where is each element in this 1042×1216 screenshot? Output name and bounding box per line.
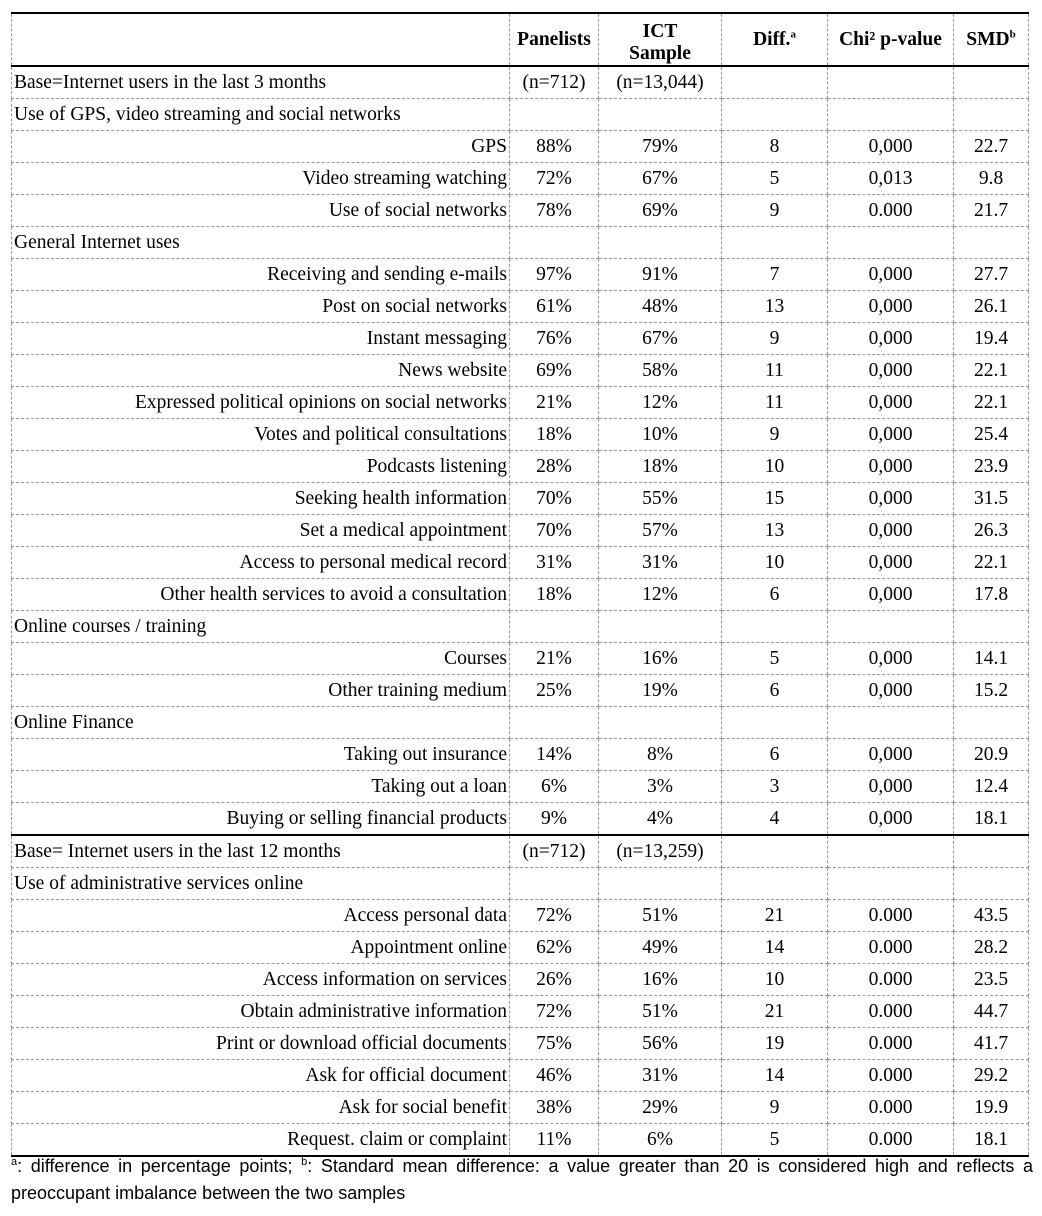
header-smd-text: SMD bbox=[966, 28, 1010, 50]
cell-diff: 6 bbox=[722, 675, 828, 707]
table-row bbox=[12, 515, 1029, 547]
row-label: Courses bbox=[12, 643, 510, 675]
section-title: Use of GPS, video streaming and social networks bbox=[12, 99, 510, 131]
cell-diff: 9 bbox=[722, 195, 828, 227]
cell-ict-sample: 12% bbox=[599, 387, 722, 419]
cell-smd: 20.9 bbox=[954, 739, 1029, 771]
cell-panelists: 31% bbox=[510, 547, 599, 579]
table-row bbox=[12, 964, 1029, 996]
cell-ict-sample: 56% bbox=[599, 1028, 722, 1060]
cell-smd: 23.9 bbox=[954, 451, 1029, 483]
cell-smd: 17.8 bbox=[954, 579, 1029, 611]
row-label: Obtain administrative information bbox=[12, 996, 510, 1028]
cell-chi-pvalue: 0,000 bbox=[828, 739, 954, 771]
row-label: Other health services to avoid a consultation bbox=[12, 579, 510, 611]
cell-panelists: 78% bbox=[510, 195, 599, 227]
empty-cell bbox=[828, 707, 954, 739]
base-n-ict: (n=13,259) bbox=[599, 835, 722, 868]
cell-ict-sample: 8% bbox=[599, 739, 722, 771]
footnote-sup-a: a bbox=[11, 1156, 18, 1168]
cell-chi-pvalue: 0,013 bbox=[828, 163, 954, 195]
cell-chi-pvalue: 0,000 bbox=[828, 131, 954, 163]
cell-smd: 22.1 bbox=[954, 387, 1029, 419]
cell-diff: 6 bbox=[722, 579, 828, 611]
empty-cell bbox=[954, 66, 1029, 99]
row-label: Access personal data bbox=[12, 900, 510, 932]
cell-smd: 18.1 bbox=[954, 803, 1029, 836]
cell-ict-sample: 12% bbox=[599, 579, 722, 611]
header-ict-line2: Sample bbox=[629, 43, 691, 64]
header-diff-text: Diff. bbox=[753, 28, 791, 50]
row-label: Ask for social benefit bbox=[12, 1092, 510, 1124]
cell-panelists: 46% bbox=[510, 1060, 599, 1092]
row-label: Votes and political consultations bbox=[12, 419, 510, 451]
row-label: GPS bbox=[12, 131, 510, 163]
section-row bbox=[12, 99, 1029, 131]
table-row bbox=[12, 387, 1029, 419]
row-label: Video streaming watching bbox=[12, 163, 510, 195]
cell-smd: 31.5 bbox=[954, 483, 1029, 515]
section-row bbox=[12, 707, 1029, 739]
empty-cell bbox=[599, 868, 722, 900]
cell-diff: 11 bbox=[722, 355, 828, 387]
row-label: Taking out insurance bbox=[12, 739, 510, 771]
cell-chi-pvalue: 0.000 bbox=[828, 996, 954, 1028]
row-label: Post on social networks bbox=[12, 291, 510, 323]
cell-smd: 12.4 bbox=[954, 771, 1029, 803]
cell-ict-sample: 4% bbox=[599, 803, 722, 836]
empty-cell bbox=[599, 99, 722, 131]
cell-diff: 4 bbox=[722, 803, 828, 836]
cell-smd: 19.4 bbox=[954, 323, 1029, 355]
header-blank bbox=[12, 13, 510, 66]
cell-chi-pvalue: 0.000 bbox=[828, 932, 954, 964]
table-row bbox=[12, 131, 1029, 163]
table-row bbox=[12, 771, 1029, 803]
section-row bbox=[12, 611, 1029, 643]
cell-panelists: 25% bbox=[510, 675, 599, 707]
cell-diff: 9 bbox=[722, 419, 828, 451]
cell-chi-pvalue: 0,000 bbox=[828, 355, 954, 387]
cell-panelists: 11% bbox=[510, 1124, 599, 1157]
comparison-table bbox=[11, 12, 1029, 1157]
cell-chi-pvalue: 0,000 bbox=[828, 771, 954, 803]
empty-cell bbox=[722, 66, 828, 99]
cell-panelists: 9% bbox=[510, 803, 599, 836]
header-panelists: Panelists bbox=[510, 13, 599, 66]
cell-ict-sample: 16% bbox=[599, 964, 722, 996]
base-row bbox=[12, 835, 1029, 868]
cell-smd: 23.5 bbox=[954, 964, 1029, 996]
cell-smd: 22.1 bbox=[954, 547, 1029, 579]
empty-cell bbox=[599, 707, 722, 739]
cell-smd: 14.1 bbox=[954, 643, 1029, 675]
cell-chi-pvalue: 0.000 bbox=[828, 964, 954, 996]
section-row bbox=[12, 868, 1029, 900]
row-label: Buying or selling financial products bbox=[12, 803, 510, 836]
cell-diff: 8 bbox=[722, 131, 828, 163]
cell-diff: 14 bbox=[722, 1060, 828, 1092]
cell-ict-sample: 19% bbox=[599, 675, 722, 707]
cell-panelists: 70% bbox=[510, 483, 599, 515]
header-chi-pvalue: Chi² p-value bbox=[828, 13, 954, 66]
cell-panelists: 62% bbox=[510, 932, 599, 964]
cell-ict-sample: 10% bbox=[599, 419, 722, 451]
cell-chi-pvalue: 0.000 bbox=[828, 1092, 954, 1124]
empty-cell bbox=[510, 99, 599, 131]
cell-panelists: 88% bbox=[510, 131, 599, 163]
section-title: Online courses / training bbox=[12, 611, 510, 643]
cell-panelists: 72% bbox=[510, 996, 599, 1028]
row-label: Set a medical appointment bbox=[12, 515, 510, 547]
cell-smd: 21.7 bbox=[954, 195, 1029, 227]
empty-cell bbox=[599, 227, 722, 259]
cell-diff: 6 bbox=[722, 739, 828, 771]
empty-cell bbox=[954, 707, 1029, 739]
cell-panelists: 14% bbox=[510, 739, 599, 771]
cell-diff: 10 bbox=[722, 451, 828, 483]
cell-smd: 29.2 bbox=[954, 1060, 1029, 1092]
cell-diff: 7 bbox=[722, 259, 828, 291]
cell-chi-pvalue: 0,000 bbox=[828, 259, 954, 291]
row-label: Use of social networks bbox=[12, 195, 510, 227]
empty-cell bbox=[954, 868, 1029, 900]
row-label: News website bbox=[12, 355, 510, 387]
cell-chi-pvalue: 0,000 bbox=[828, 515, 954, 547]
row-label: Access to personal medical record bbox=[12, 547, 510, 579]
base-n-ict: (n=13,044) bbox=[599, 66, 722, 99]
cell-panelists: 70% bbox=[510, 515, 599, 547]
cell-diff: 15 bbox=[722, 483, 828, 515]
cell-panelists: 26% bbox=[510, 964, 599, 996]
table-row bbox=[12, 1028, 1029, 1060]
empty-cell bbox=[828, 66, 954, 99]
footnote-text-a: : difference in percentage points; bbox=[17, 1156, 302, 1176]
table-row bbox=[12, 355, 1029, 387]
header-diff bbox=[722, 13, 828, 66]
table-row bbox=[12, 291, 1029, 323]
row-label: Access information on services bbox=[12, 964, 510, 996]
cell-ict-sample: 79% bbox=[599, 131, 722, 163]
cell-ict-sample: 31% bbox=[599, 1060, 722, 1092]
cell-smd: 25.4 bbox=[954, 419, 1029, 451]
row-label: Seeking health information bbox=[12, 483, 510, 515]
cell-panelists: 61% bbox=[510, 291, 599, 323]
empty-cell bbox=[510, 227, 599, 259]
empty-cell bbox=[722, 707, 828, 739]
table-row bbox=[12, 451, 1029, 483]
table-row bbox=[12, 579, 1029, 611]
base-n-panelists: (n=712) bbox=[510, 66, 599, 99]
cell-chi-pvalue: 0.000 bbox=[828, 1060, 954, 1092]
section-title: Online Finance bbox=[12, 707, 510, 739]
empty-cell bbox=[599, 611, 722, 643]
table-row bbox=[12, 323, 1029, 355]
cell-panelists: 75% bbox=[510, 1028, 599, 1060]
cell-chi-pvalue: 0,000 bbox=[828, 387, 954, 419]
cell-diff: 13 bbox=[722, 291, 828, 323]
cell-diff: 13 bbox=[722, 515, 828, 547]
empty-cell bbox=[722, 227, 828, 259]
cell-panelists: 76% bbox=[510, 323, 599, 355]
empty-cell bbox=[954, 99, 1029, 131]
table-row bbox=[12, 643, 1029, 675]
table-row bbox=[12, 483, 1029, 515]
table-row bbox=[12, 547, 1029, 579]
cell-ict-sample: 67% bbox=[599, 163, 722, 195]
header-ict-sample bbox=[599, 13, 722, 66]
empty-cell bbox=[510, 868, 599, 900]
cell-smd: 15.2 bbox=[954, 675, 1029, 707]
table-row bbox=[12, 419, 1029, 451]
cell-diff: 5 bbox=[722, 163, 828, 195]
footnote-sup-b: b bbox=[301, 1156, 308, 1168]
empty-cell bbox=[722, 835, 828, 868]
empty-cell bbox=[510, 611, 599, 643]
table-row bbox=[12, 996, 1029, 1028]
header-diff-sup: a bbox=[790, 28, 796, 40]
row-label: Taking out a loan bbox=[12, 771, 510, 803]
cell-smd: 18.1 bbox=[954, 1124, 1029, 1157]
cell-chi-pvalue: 0,000 bbox=[828, 451, 954, 483]
row-label: Ask for official document bbox=[12, 1060, 510, 1092]
table-row bbox=[12, 675, 1029, 707]
cell-ict-sample: 67% bbox=[599, 323, 722, 355]
section-row bbox=[12, 227, 1029, 259]
cell-chi-pvalue: 0,000 bbox=[828, 291, 954, 323]
table-row bbox=[12, 163, 1029, 195]
cell-chi-pvalue: 0.000 bbox=[828, 900, 954, 932]
cell-chi-pvalue: 0,000 bbox=[828, 547, 954, 579]
cell-smd: 28.2 bbox=[954, 932, 1029, 964]
section-title: General Internet uses bbox=[12, 227, 510, 259]
cell-smd: 19.9 bbox=[954, 1092, 1029, 1124]
cell-chi-pvalue: 0,000 bbox=[828, 419, 954, 451]
cell-diff: 14 bbox=[722, 932, 828, 964]
empty-cell bbox=[722, 868, 828, 900]
cell-smd: 27.7 bbox=[954, 259, 1029, 291]
cell-smd: 26.1 bbox=[954, 291, 1029, 323]
table-row bbox=[12, 1092, 1029, 1124]
cell-smd: 41.7 bbox=[954, 1028, 1029, 1060]
header-ict-line1: ICT bbox=[642, 21, 678, 42]
empty-cell bbox=[954, 227, 1029, 259]
empty-cell bbox=[510, 707, 599, 739]
cell-ict-sample: 69% bbox=[599, 195, 722, 227]
empty-cell bbox=[828, 835, 954, 868]
cell-ict-sample: 48% bbox=[599, 291, 722, 323]
cell-ict-sample: 58% bbox=[599, 355, 722, 387]
cell-smd: 22.1 bbox=[954, 355, 1029, 387]
table-row bbox=[12, 195, 1029, 227]
cell-panelists: 97% bbox=[510, 259, 599, 291]
row-label: Podcasts listening bbox=[12, 451, 510, 483]
cell-diff: 21 bbox=[722, 900, 828, 932]
cell-ict-sample: 51% bbox=[599, 900, 722, 932]
cell-panelists: 72% bbox=[510, 163, 599, 195]
table-row bbox=[12, 1060, 1029, 1092]
cell-panelists: 38% bbox=[510, 1092, 599, 1124]
table-row bbox=[12, 803, 1029, 836]
cell-panelists: 18% bbox=[510, 579, 599, 611]
base-row bbox=[12, 66, 1029, 99]
empty-cell bbox=[954, 611, 1029, 643]
row-label: Request. claim or complaint bbox=[12, 1124, 510, 1157]
empty-cell bbox=[954, 835, 1029, 868]
empty-cell bbox=[828, 227, 954, 259]
cell-diff: 10 bbox=[722, 547, 828, 579]
cell-ict-sample: 49% bbox=[599, 932, 722, 964]
empty-cell bbox=[722, 99, 828, 131]
cell-chi-pvalue: 0.000 bbox=[828, 195, 954, 227]
cell-panelists: 21% bbox=[510, 643, 599, 675]
empty-cell bbox=[828, 99, 954, 131]
cell-chi-pvalue: 0,000 bbox=[828, 323, 954, 355]
empty-cell bbox=[828, 868, 954, 900]
cell-diff: 21 bbox=[722, 996, 828, 1028]
table-footnote bbox=[11, 1153, 1033, 1207]
empty-cell bbox=[722, 611, 828, 643]
cell-panelists: 21% bbox=[510, 387, 599, 419]
table-row bbox=[12, 259, 1029, 291]
cell-ict-sample: 51% bbox=[599, 996, 722, 1028]
row-label: Expressed political opinions on social networks bbox=[12, 387, 510, 419]
cell-chi-pvalue: 0,000 bbox=[828, 579, 954, 611]
cell-panelists: 72% bbox=[510, 900, 599, 932]
cell-diff: 3 bbox=[722, 771, 828, 803]
cell-smd: 43.5 bbox=[954, 900, 1029, 932]
cell-smd: 9.8 bbox=[954, 163, 1029, 195]
cell-diff: 9 bbox=[722, 323, 828, 355]
table-row bbox=[12, 1124, 1029, 1157]
cell-smd: 44.7 bbox=[954, 996, 1029, 1028]
base-n-panelists: (n=712) bbox=[510, 835, 599, 868]
table-row bbox=[12, 932, 1029, 964]
header-smd-sup: b bbox=[1009, 28, 1016, 40]
cell-ict-sample: 55% bbox=[599, 483, 722, 515]
cell-panelists: 28% bbox=[510, 451, 599, 483]
cell-ict-sample: 3% bbox=[599, 771, 722, 803]
table-body bbox=[12, 66, 1029, 1156]
cell-ict-sample: 31% bbox=[599, 547, 722, 579]
cell-chi-pvalue: 0,000 bbox=[828, 643, 954, 675]
cell-panelists: 69% bbox=[510, 355, 599, 387]
row-label: Receiving and sending e-mails bbox=[12, 259, 510, 291]
empty-cell bbox=[828, 611, 954, 643]
cell-ict-sample: 29% bbox=[599, 1092, 722, 1124]
cell-diff: 10 bbox=[722, 964, 828, 996]
row-label: Other training medium bbox=[12, 675, 510, 707]
row-label: Instant messaging bbox=[12, 323, 510, 355]
cell-diff: 5 bbox=[722, 1124, 828, 1157]
cell-diff: 9 bbox=[722, 1092, 828, 1124]
section-title: Use of administrative services online bbox=[12, 868, 510, 900]
table-header bbox=[12, 13, 1029, 66]
header-smd bbox=[954, 13, 1029, 66]
cell-smd: 26.3 bbox=[954, 515, 1029, 547]
base-label: Base=Internet users in the last 3 months bbox=[12, 66, 510, 99]
cell-chi-pvalue: 0.000 bbox=[828, 1028, 954, 1060]
cell-chi-pvalue: 0,000 bbox=[828, 803, 954, 836]
cell-diff: 5 bbox=[722, 643, 828, 675]
cell-chi-pvalue: 0.000 bbox=[828, 1124, 954, 1157]
cell-panelists: 18% bbox=[510, 419, 599, 451]
table-row bbox=[12, 739, 1029, 771]
footnote-text-b: : Standard mean difference: a value greater than 20 is considered high and reflects a preoccupant imbalance between the two samples bbox=[11, 1156, 1033, 1203]
cell-ict-sample: 6% bbox=[599, 1124, 722, 1157]
cell-ict-sample: 16% bbox=[599, 643, 722, 675]
cell-chi-pvalue: 0,000 bbox=[828, 675, 954, 707]
row-label: Print or download official documents bbox=[12, 1028, 510, 1060]
cell-chi-pvalue: 0,000 bbox=[828, 483, 954, 515]
cell-panelists: 6% bbox=[510, 771, 599, 803]
cell-ict-sample: 91% bbox=[599, 259, 722, 291]
cell-diff: 19 bbox=[722, 1028, 828, 1060]
cell-smd: 22.7 bbox=[954, 131, 1029, 163]
base-label: Base= Internet users in the last 12 months bbox=[12, 835, 510, 868]
cell-ict-sample: 57% bbox=[599, 515, 722, 547]
cell-diff: 11 bbox=[722, 387, 828, 419]
row-label: Appointment online bbox=[12, 932, 510, 964]
cell-ict-sample: 18% bbox=[599, 451, 722, 483]
table-row bbox=[12, 900, 1029, 932]
